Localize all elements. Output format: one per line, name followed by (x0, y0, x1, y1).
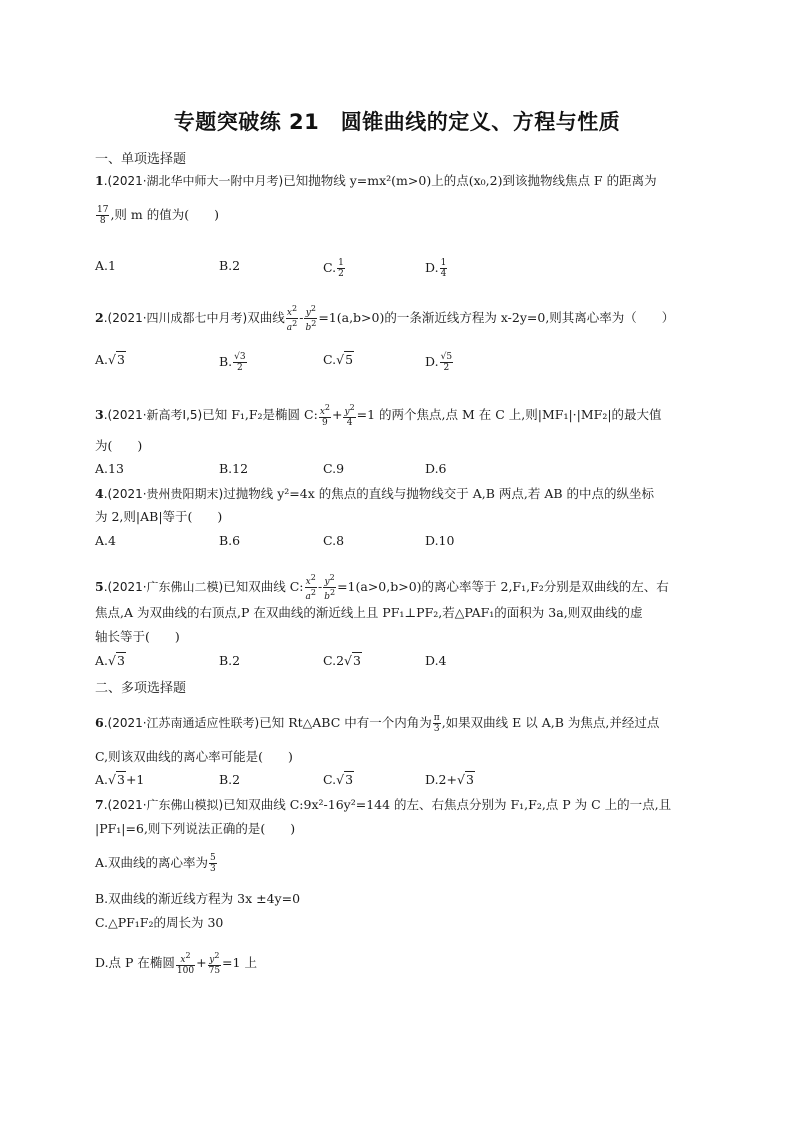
q5-number: 5 (95, 579, 104, 594)
q7-option-a[interactable]: A.双曲线的离心率为 $\frac{5}{3}$ (95, 853, 216, 874)
q6-line1: 6.(2021·江苏南通适应性联考)已知 Rt△ABC 中有一个内角为 $\frac{\pi}{3}$ ,如果双曲线 E 以 A,B 为焦点,并经过点 (95, 713, 660, 734)
q2-option-b[interactable]: B. $\frac{√3}{2}$ (219, 352, 246, 373)
q4-number: 4 (95, 486, 104, 501)
q7-option-c[interactable]: C.△PF₁F₂的周长为 30 (95, 915, 224, 930)
q3-y-fraction: $\frac{y^2}{4}$ (344, 403, 355, 428)
q7-x-fraction: $\frac{x^2}{100}$ (176, 951, 195, 976)
q5-line1: 5.(2021·广东佛山二模)已知双曲线 C: $\frac{x^2}{a^2}$ - $\frac{y^2}{b^2}$ =1(a>0,b>0)的离心率等于 2,F₁,F₂分别是双曲线的左、右 (95, 573, 669, 602)
q7-option-b[interactable]: B.双曲线的渐近线方程为 3x ±4y=0 (95, 891, 301, 906)
q1-option-a[interactable]: A.1 (95, 258, 116, 273)
q3-line1: 3.(2021·新高考Ⅰ,5)已知 F₁,F₂是椭圆 C: $\frac{x^2}{9}$ + $\frac{y^2}{4}$ =1 的两个焦点,点 M 在 C 上,则|MF₁|·|MF₂|的最大值 (95, 403, 662, 428)
q2-y-fraction: $\frac{y^2}{b^2}$ (305, 304, 317, 333)
q5-x-fraction: $\frac{x^2}{a^2}$ (305, 573, 316, 602)
q4-options (95, 533, 715, 553)
q6-option-c[interactable]: C.√3 (323, 772, 354, 787)
q1-option-d[interactable]: D. $\frac{1}{4}$ (425, 258, 447, 279)
q1-source: .(2021·湖北华中师大一附中月考) (103, 174, 284, 188)
q7-number: 7 (95, 797, 104, 812)
q6-line2: C,则该双曲线的离心率可能是( ) (95, 749, 293, 764)
q5-source: .(2021·广东佛山二模) (103, 580, 224, 594)
q2-options (95, 352, 715, 372)
q7-line2: |PF₁|=6,则下列说法正确的是( ) (95, 821, 296, 836)
section-single-choice: 一、单项选择题 (95, 152, 187, 167)
q2-option-d[interactable]: D. $\frac{√5}{2}$ (425, 352, 453, 373)
q5-option-d[interactable]: D.4 (425, 653, 447, 668)
q7-source: .(2021·广东佛山模拟) (103, 798, 224, 812)
q1-number: 1 (95, 173, 104, 188)
q1-fraction: $\frac{17}{8}$ (97, 205, 109, 226)
q1-line2 (95, 205, 219, 226)
q1-option-b[interactable]: B.2 (219, 258, 241, 273)
q2-x-fraction: $\frac{x^2}{a^2}$ (286, 304, 298, 333)
q1-options (95, 258, 715, 278)
q6-fraction: $\frac{\pi}{3}$ (433, 713, 440, 734)
q1-line1 (95, 172, 657, 190)
q6-source: .(2021·江苏南通适应性联考) (103, 716, 260, 730)
q4-option-d[interactable]: D.10 (425, 533, 455, 548)
q6-number: 6 (95, 715, 104, 730)
q3-x-fraction: $\frac{x^2}{9}$ (319, 403, 330, 428)
q2-option-c[interactable]: C.√5 (323, 352, 354, 367)
q5-y-fraction: $\frac{y^2}{b^2}$ (324, 573, 336, 602)
q5-line2: 焦点,A 为双曲线的右顶点,P 在双曲线的渐近线上且 PF₁⊥PF₂,若△PAF₁的面积为 3a,则双曲线的虚 (95, 605, 643, 620)
q4-line1: 4.(2021·贵州贵阳期末)过抛物线 y²=4x 的焦点的直线与抛物线交于 A,B 两点,若 AB 的中点的纵坐标 (95, 486, 655, 501)
q1-option-c[interactable]: C. $\frac{1}{2}$ (323, 258, 344, 279)
page-title: 专题突破练 21 圆锥曲线的定义、方程与性质 (173, 110, 621, 134)
q2-source: .(2021·四川成都七中月考) (103, 311, 248, 325)
q3-option-d[interactable]: D.6 (425, 461, 447, 476)
q6-option-b[interactable]: B.2 (219, 772, 241, 787)
q2-option-a[interactable]: A.√3 (95, 352, 125, 367)
q4-option-c[interactable]: C.8 (323, 533, 345, 548)
q5-option-c[interactable]: C.2√3 (323, 653, 361, 668)
q1-text-b: ,则 m 的值为( ) (110, 207, 219, 222)
q4-source: .(2021·贵州贵阳期末) (103, 487, 224, 501)
q5-option-b[interactable]: B.2 (219, 653, 241, 668)
q3-source: .(2021·新高考Ⅰ,5) (103, 408, 203, 422)
q6-option-a[interactable]: A.√3+1 (95, 772, 145, 787)
q6-options (95, 772, 715, 792)
q3-option-c[interactable]: C.9 (323, 461, 345, 476)
q4-option-b[interactable]: B.6 (219, 533, 241, 548)
q6-option-d[interactable]: D.2+√3 (425, 772, 474, 787)
q2-number: 2 (95, 310, 104, 325)
q7-option-d[interactable]: D.点 P 在椭圆 $\frac{x^2}{100}$ + $\frac{y^2}{75}$ =1 上 (95, 951, 257, 976)
q5-options (95, 653, 715, 673)
q3-options (95, 461, 715, 481)
q2-line1: 2.(2021·四川成都七中月考)双曲线 $\frac{x^2}{a^2}$ - $\frac{y^2}{b^2}$ =1(a,b>0)的一条渐近线方程为 x-2y=0,则其离心率为（ ） (95, 304, 675, 333)
q3-option-a[interactable]: A.13 (95, 461, 124, 476)
q4-line2: 为 2,则|AB|等于( ) (95, 509, 223, 524)
q5-option-a[interactable]: A.√3 (95, 653, 125, 668)
q3-number: 3 (95, 407, 104, 422)
q3-line2: 为( ) (95, 438, 143, 453)
q4-option-a[interactable]: A.4 (95, 533, 116, 548)
q5-line3: 轴长等于( ) (95, 629, 180, 644)
q7-y-fraction: $\frac{y^2}{75}$ (208, 951, 221, 976)
section-multiple-choice: 二、多项选择题 (95, 681, 187, 696)
q7-line1: 7.(2021·广东佛山模拟)已知双曲线 C:9x²-16y²=144 的左、右焦点分别为 F₁,F₂,点 P 为 C 上的一点,且 (95, 797, 672, 812)
q3-option-b[interactable]: B.12 (219, 461, 249, 476)
q1-text: 已知抛物线 y=mx²(m>0)上的点(x₀,2)到该抛物线焦点 F 的距离为 (283, 173, 657, 188)
